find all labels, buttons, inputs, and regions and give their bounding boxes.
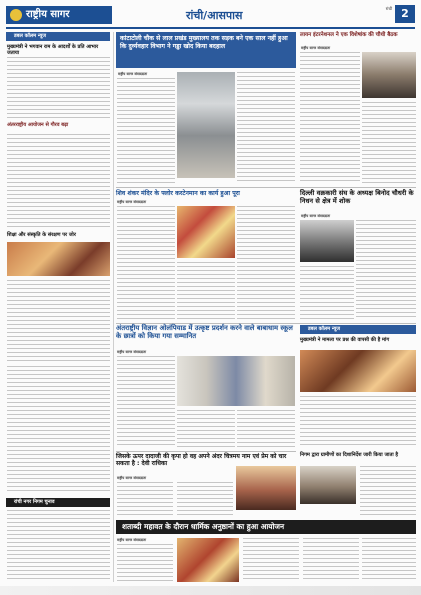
story2-text-col-3 [237, 206, 295, 320]
story3-text-col-2 [356, 220, 416, 320]
story6-text-col-4 [362, 538, 416, 582]
right-text-col-1 [300, 52, 360, 184]
story5-text-col-2 [177, 482, 233, 516]
story6-byline: राष्ट्रीय सागर संवाददाता [117, 538, 147, 542]
right-lower-photo [300, 350, 416, 392]
story5-headline: जिसके ऊपर दादाजी की कृपा हो वह अपने अंदर चित्रमय नाम एवं प्रेम को चार सकता है : देवी राधिका [116, 453, 287, 467]
right-lower-text-2 [360, 466, 416, 516]
story2-byline: राष्ट्रीय सागर संवाददाता [117, 200, 147, 204]
story6-photo [177, 538, 239, 582]
story2-text-col-1 [117, 206, 175, 320]
story5-photo [236, 466, 296, 510]
right-lower-headline-1: मुख्यमंत्री ने मामला पर प्रश्न की वापसी की है मांग [300, 337, 390, 343]
page-footer [0, 586, 421, 595]
left-article-3-text [7, 280, 110, 362]
right-lower-portrait [300, 466, 356, 504]
main-byline: राष्ट्रीय सागर संवाददाता [118, 72, 148, 76]
main-text-col-1 [117, 78, 175, 184]
row-divider-3 [116, 451, 296, 452]
left-photo [7, 242, 110, 276]
story5-text-col-1 [117, 482, 173, 516]
story6-text-col-2 [243, 538, 299, 582]
column-divider [113, 32, 114, 582]
story2-text-col-2 [177, 262, 235, 320]
story4-group-photo [177, 356, 295, 406]
right-headline: लायन इंटरनेशनल ने एक विशेषांक की चौथी बैठक [300, 32, 398, 38]
story4-text-col-2 [177, 410, 235, 448]
left-article-4-text [7, 366, 110, 494]
story6-text-col-1 [117, 544, 173, 582]
left-headline-3: शिक्षा और संस्कृति के संरक्षण पर जोर [7, 232, 76, 238]
story4-text-col-1 [117, 356, 175, 448]
story3-text-col-1 [300, 266, 354, 320]
main-headline: कांटाटोली चौक से लाल प्रखंड मुख्यालय तक सड़क बने एक साल नहीं हुआ कि दुर्व्यवहार विभाग ने गड्ढा खोद किया बदहाल [116, 32, 296, 68]
story2-photo [177, 206, 235, 258]
story3-portrait-photo [300, 220, 354, 262]
edition-city: रांची/आसपास [186, 9, 243, 22]
story5-byline: राष्ट्रीय सागर संवाददाता [117, 476, 147, 480]
left-headline-2: अंतरराष्ट्रीय आयोजन से गौरव बढ़ा [7, 122, 69, 128]
right-lower-headline-2: निगम द्वारा ग्रामीणों का दिशानिर्देश जारी किया जाता है [300, 452, 399, 458]
story6-text-col-3 [303, 538, 359, 582]
date-line: रांची [385, 6, 392, 11]
right-lower-text-1 [300, 396, 416, 448]
story3-headline: दिल्ली वक्रकारी संघ के अध्यक्ष बिनोद चौधरी के निधन से क्षेत्र में शोक [300, 189, 414, 205]
left-article-1-text [7, 57, 110, 119]
left-headline-1: मुख्यमंत्री ने भगवान राम के आदर्शों के प्रति आभार जताया [7, 44, 99, 56]
story2-headline: शिव शंकर मंदिर के फ्लोर करटेनमान का कार्य हुआ पूरा [116, 190, 240, 197]
main-text-col-3 [237, 72, 295, 184]
main-photo-road [177, 72, 235, 178]
right-portrait-photo [362, 52, 416, 98]
story4-headline: अंतराष्ट्रीय विज्ञान ओलंपियाड में उत्कृष्ट प्रदर्शन करने वाले बाबाधाम स्कूल के छात्रों को किया गया सम्मानित [116, 324, 293, 340]
right-lower-section-label: डबल कॉलम न्यूज [300, 325, 416, 334]
right-byline: राष्ट्रीय सागर संवाददाता [301, 46, 331, 50]
row-divider-1 [116, 187, 416, 188]
left-bottom-section: रांची नगर निगम चुनाव [6, 498, 110, 507]
left-section-label: डबल कॉलम न्यूज [6, 32, 110, 41]
story3-byline: राष्ट्रीय सागर संवाददाता [301, 214, 331, 218]
story6-headline: शताब्दी महावत के दौरान धार्मिक अनुष्ठानों का हुआ आयोजन [116, 520, 416, 534]
right-text-col-2 [362, 102, 416, 184]
page-number: 2 [395, 5, 415, 23]
masthead-logo: राष्ट्रीय सागर [6, 6, 112, 24]
left-article-5-text [7, 510, 110, 582]
left-article-2-text [7, 134, 110, 230]
story4-byline: राष्ट्रीय सागर संवाददाता [117, 350, 147, 354]
header-rule [6, 27, 415, 29]
page-header [0, 0, 421, 28]
story4-text-col-3 [237, 410, 295, 448]
